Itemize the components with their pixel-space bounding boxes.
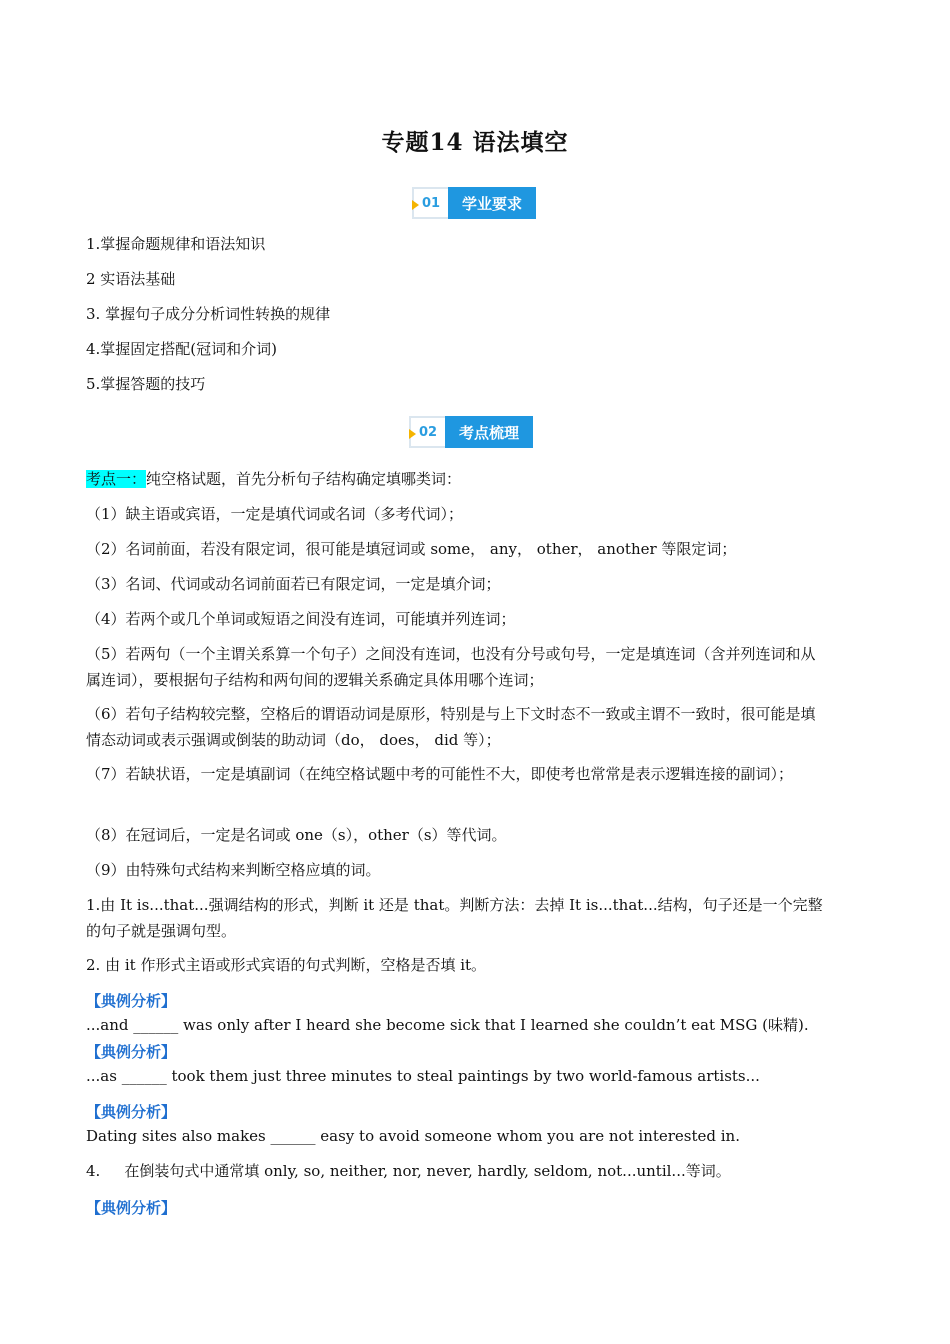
point-tag-highlight: 考点一： [86, 470, 147, 488]
rule-item: （3）名词、代词或动名词前面若已有限定词，一定是填介词； [86, 575, 501, 593]
rule-item: （2）名词前面，若没有限定词，很可能是填冠词或 some， any， other， another 等限定词； [86, 540, 737, 558]
example-label: 【典例分析】 [86, 1103, 177, 1121]
requirement-item: 2 实语法基础 [86, 270, 176, 288]
requirement-item: 3. 掌握句子成分分析词性转换的规律 [86, 305, 331, 323]
example-sentence: ...and ______ was only after I heard she become sick that I learned she couldn’t eat MSG (味精). [86, 1016, 809, 1034]
requirement-item: 1.掌握命题规律和语法知识 [86, 235, 266, 253]
example-sentence: ...as ______ took them just three minutes to steal paintings by two world-famous artists... [86, 1067, 760, 1085]
rule-item: （7）若缺状语，一定是填副词（在纯空格试题中考的可能性不大，即使考也常常是表示逻辑连接的副词）； [86, 765, 794, 783]
rule-item: （6）若句子结构较完整，空格后的谓语动词是原形，特别是与上下文时态不一致或主谓不一致时，很可能是填情态动词或表示强调或倒装的助动词（do， does， did 等）； [86, 705, 816, 749]
example-label: 【典例分析】 [86, 1199, 177, 1217]
example-label: 【典例分析】 [86, 1043, 177, 1061]
rule-text: 在倒装句式中通常填 only, so, neither, nor, never, hardly, seldom, not...until...等词。 [124, 1162, 731, 1180]
section-label: 学业要求 [448, 187, 536, 219]
rule-inversion [86, 1158, 826, 1184]
rule-item: （1）缺主语或宾语，一定是填代词或名词（多考代词）； [86, 505, 464, 523]
section-label: 考点梳理 [445, 416, 533, 448]
page-title: 专题14 语法填空 [381, 129, 569, 156]
example-sentence: Dating sites also makes ______ easy to avoid someone whom you are not interested in. [86, 1127, 740, 1145]
section-badge-key-points [409, 416, 533, 448]
rule-item: （8）在冠词后，一定是名词或 one（s），other（s）等代词。 [86, 826, 507, 844]
point-one-heading [86, 466, 826, 492]
requirement-item: 4.掌握固定搭配(冠词和介词) [86, 340, 278, 358]
example-label: 【典例分析】 [86, 992, 177, 1010]
rule-formal-it: 2. 由 it 作形式主语或形式宾语的句式判断，空格是否填 it。 [86, 956, 487, 974]
rule-item: （4）若两个或几个单词或短语之间没有连词，可能填并列连词； [86, 610, 516, 628]
rule-item: （5）若两句（一个主谓关系算一个句子）之间没有连词，也没有分号或句号，一定是填连词（含并列连词和从属连词），要根据句子结构和两句间的逻辑关系确定具体用哪个连词； [86, 645, 816, 689]
section-number: 02 [409, 416, 445, 448]
point-text: 纯空格试题，首先分析句子结构确定填哪类词： [146, 470, 462, 488]
requirement-item: 5.掌握答题的技巧 [86, 375, 206, 393]
rule-emphasis: 1.由 It is...that...强调结构的形式，判断 it 还是 that。判断方法：去掉 It is...that...结构，句子还是一个完整的句子就是强调句型。 [86, 896, 823, 940]
rule-number: 4. [86, 1162, 101, 1180]
section-number: 01 [412, 187, 448, 219]
rule-item: （9）由特殊句式结构来判断空格应填的词。 [86, 861, 381, 879]
section-badge-requirements [412, 187, 536, 219]
